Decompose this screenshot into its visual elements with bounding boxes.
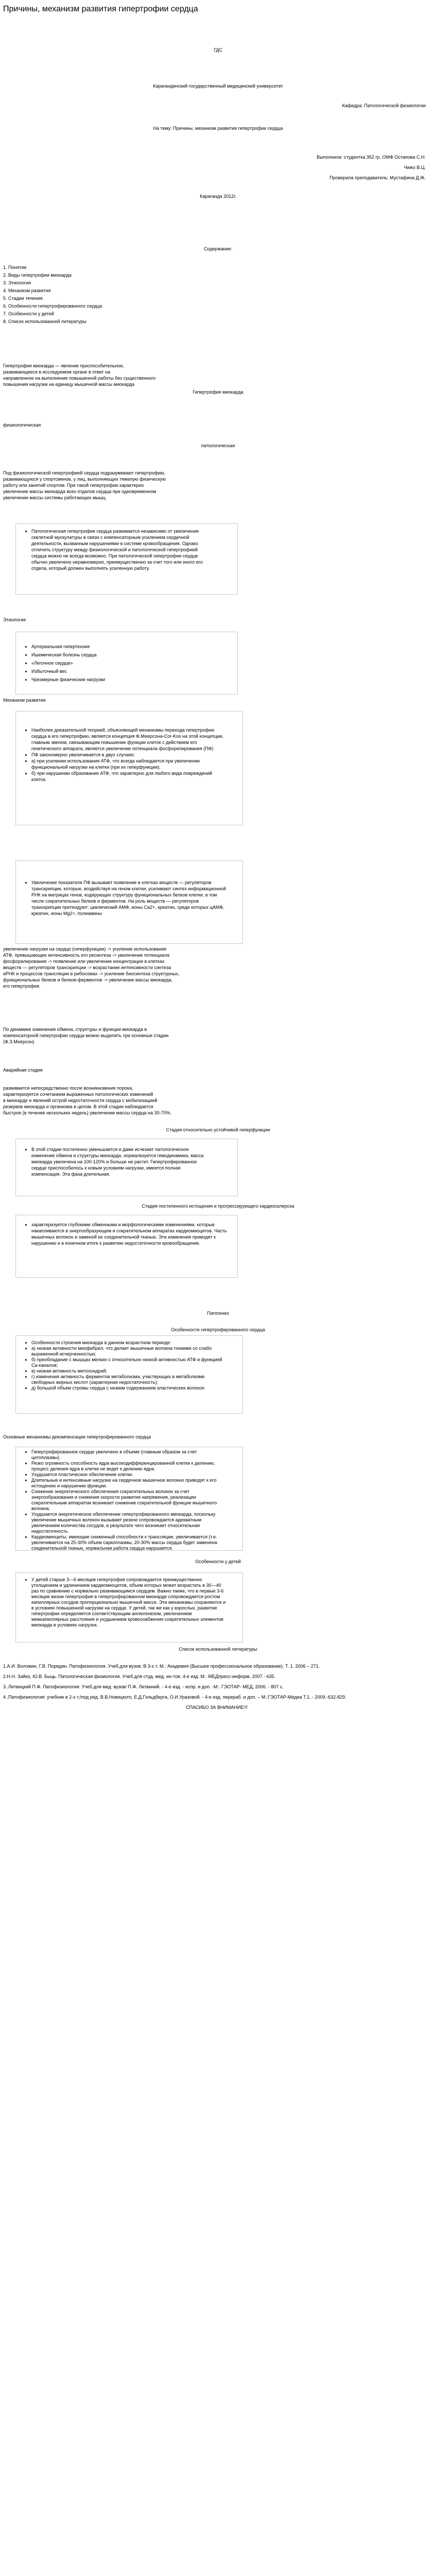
children-heading: Особенности у детей — [195, 1559, 241, 1564]
list-item: • д) большой объем стромы сердца с низким содержанием эластических волокон — [31, 1385, 227, 1391]
list-item: • У детей старше 3—6 месяцев гипертрофия сопровождается преимущественно утолщением и удлинением кардиомиоцитов, объем которых может возрастать в 30—40 раз по сравнению с нормально развивающимся сердцем. Важно также, что в первые 3-6 месяцев жизни гипертрофия в гипертрофированном миокарде сопровождается ростом капиллярных сосудов пропорционально мышечной массе. Эти механизмы сохраняются и в условиях повышенной нагрузки на сердце. У детей, так же как у взрослых, развитие гипертрофии определяется соответствующим ангиогенезом, увеличением межкапиллярных расстояния и ухудшением кровоснабжения сократительных элементов миокарда в условиях нагрузок. — [31, 1577, 227, 1628]
list-item: • а) при усилении использования АТФ, что всегда наблюдается при увеличении функциональной нагрузки на клетки (при их гиперфункции); — [31, 758, 227, 770]
document-title: Причины, механизм развития гипертрофии сердца — [3, 5, 198, 13]
etiology-box — [15, 632, 238, 694]
cover-performed-2: Чижо В.Ц. — [404, 165, 426, 170]
etiology-heading: Этиология — [3, 617, 26, 622]
list-item: • Гипертрофированное сердце увеличено в объеме (главным образом за счет цитоплазмы). — [31, 1449, 227, 1461]
cover-university: Карагандинский государственный медицинский университет — [153, 83, 283, 89]
text-line: быстрое (в течение нескольких недель) увеличение массы сердца на 30-70%. — [3, 1110, 172, 1115]
intro-sub: Гипертрофия миокарда — [193, 389, 243, 395]
patho-box — [15, 523, 238, 595]
type-physio: физиологическая — [3, 422, 41, 428]
cover-topic: На тему: Причины, механизм развития гипертрофии сердца — [153, 126, 283, 131]
list-item: • В этой стадии постепенно уменьшается и даже исчезает патологическое изменение обмена и структуры миокарда, нормализуется гемодинамика, масса миокарда увеличена на 100-120% и больше не растет. Гипертрофированное сердце приспособилось к новым условиям нагрузки, имеется полная компенсация. Эта фаза длительная. — [31, 1146, 206, 1177]
intro-line: развивающееся в исследуемом органе в ответ на — [3, 369, 111, 375]
cover-city-year: Караганда 2012г. — [200, 194, 236, 199]
intro-line: повышения нагрузки на единицу мышечной массы миокарда — [3, 382, 135, 387]
cover-checked: Проверила преподаватель: Мустафина Д.Ж. — [329, 175, 426, 180]
text-line: резервов миокарда и организма в целом. В этой стадии наблюдается — [3, 1104, 153, 1109]
text-line: (Ф.З.Меерсон) — [3, 1039, 34, 1044]
list-item: • Увеличение показателя ПФ вызывает появление в клетках веществ — регуляторов транскрипции, которые, воздействуя на геном клетки, усиливают синтез информационной РНК на матрицах генов, кодирующих структуру функциональных белков клетки, в том числе сократительных белков и ферментов. На роль веществ — регуляторов транскрипции претендуют: циклический АМФ, ионы Ca2+, креатин, среди которых цАМФ, креатин, ионы Mg2+, полиамины — [31, 879, 227, 917]
list-item: • б) при нарушении образования АТФ, что характерно для любого вида повреждений клеток. — [31, 770, 227, 783]
list-item: • ПФ закономерно увеличивается в двух случаях: — [31, 752, 227, 758]
intro-definition — [3, 363, 430, 387]
toc-heading: Содержание: — [203, 246, 233, 251]
text-line: развивающуюся у спортсменов, у лиц, выполняющих тяжелую физическую — [3, 477, 166, 482]
text-line: фосфорилирования -> появление или увеличение концентрации в клетках — [3, 959, 165, 964]
toc-item: 7. Особенности у детей — [3, 311, 54, 316]
list-item: • а) низкая активности миофибрил, что делает мышечные волокна тонкими со слабо выраженной исчерченностью; — [31, 1346, 227, 1357]
list-item: • Артериальная гипертензия — [31, 642, 237, 651]
features-box — [15, 1335, 243, 1414]
text-line: веществ — регуляторов транскрипции -> возрастание интенсивности синтеза — [3, 965, 171, 970]
list-item: • Ухудшается энергетическое обеспечение гипертрофированного миокарда, поскольку увеличение мышечных волокон вызывает резкое сопровождается адекватным увеличением количества сосудов, в результате чего возникает относительная недостаточность. — [31, 1512, 227, 1534]
list-item: • «Легочное сердце» — [31, 659, 237, 667]
list-item: • Избыточный вес — [31, 667, 237, 675]
mechanism-text-2 — [3, 1026, 168, 1045]
intro-line: Гипертрофия миокарда — явление приспособительное, — [3, 363, 124, 368]
physio-text — [3, 470, 166, 501]
list-item: • Особенности строения миокарда в данном возрастном периоде: — [31, 1340, 227, 1346]
text-line: увеличение нагрузки на сердце (гиперфункции) -> усиление использования — [3, 946, 166, 952]
text-line: Под физиологической гипертрофией сердца подразумевают гипертрофию, — [3, 470, 166, 476]
stage3-box — [15, 1215, 238, 1278]
toc-item: 6. Особенности гипертрофированного сердца — [3, 303, 102, 309]
text-line: функциональных белков и белков-ферментов -> увеличение массы миокарда, — [3, 977, 173, 982]
literature-item: 2.Н.Н. Зайко, Ю.В. Быць. Патологическая физиология. Учеб.для студ. мед. ин-тов. 4-е изд. М.: МЕДпресс-информ, 2007 - 635. — [3, 1674, 276, 1679]
features-heading-2: Особенности гипертрофированного сердца — [171, 1327, 265, 1332]
stage1-heading: Аварийная стадия — [3, 1067, 43, 1073]
text-line: его гипертрофия. — [3, 984, 41, 989]
list-item: • Длительные и интенсивные нагрузки на сердечное мышечное волокно приводят к его истощению и нарушению функции. — [31, 1478, 227, 1489]
list-item: • Чрезмерные физические нагрузки — [31, 675, 237, 684]
list-item: • Снижение энергетического обеспечения сократительных волокон за счет энергообразования и снижения скорости развития напряжения, реализации сократительным аппаратом возникает снижение сократительной функции мышечного волокна. — [31, 1489, 227, 1512]
text-line: увеличении массы системы работающих мышц — [3, 495, 106, 500]
text-line: увеличение массы миокарда всех отделов сердца при одновременном — [3, 489, 156, 494]
list-item: • Кардиомиоциты, имеющие сниженный способности к трансляции, увеличивается (т.е. увеличивается на 25-30% объем саркоплазмы, 20-30% массы сердца будет заменена соединительной тканью, нормальная работа сердца нарушается. — [31, 1534, 227, 1551]
decomp-box — [15, 1447, 243, 1551]
stage2-box — [15, 1139, 238, 1196]
list-item: • Ишемическая болезнь сердца — [31, 651, 237, 659]
closing-text: СПАСИБО ЗА ВНИМАНИЕ!!! — [186, 1705, 248, 1710]
list-item: • г) изменения активность ферментов метаболизма, участвующих в метаболизме свободных жирных кислот (характерная недостаточность); — [31, 1374, 227, 1385]
toc-item: 2. Виды гипертрофии миокарда — [3, 273, 72, 278]
stage1-text — [3, 1085, 171, 1116]
text-line: иРНК и процессов трансляции в рибосомах -> усиление биосинтеза структурных, — [3, 971, 180, 976]
list-item: • характеризуется глубокими обменными и морфологическими изменениями, которые накапливаются в энергообразующем и сократительном аппаратах кардиомиоцитов. Часть мышечных волокон и заменой их соединительной тканью. Эти изменения приводят к нарушению и в конечном итоге к развитию недостаточности кровообращения. — [31, 1222, 227, 1246]
mechanism-heading: Механизм развития — [3, 698, 46, 703]
text-line: АТФ, превышающее интенсивность его ресинтеза -> увеличение потенциала — [3, 953, 170, 958]
literature-list — [3, 1663, 430, 1710]
toc-item: 3. Этиология — [3, 280, 31, 285]
cover-performed: Выполнила: студентка 352 гр. ОМФ Остапова С.Н. — [317, 155, 426, 160]
list-item: • Ухудшается пластическое обеспечение клетки. — [31, 1472, 227, 1478]
mechanism-box-2 — [15, 860, 243, 944]
stage3-heading: Стадия постепенного истощения и прогрессирующего кардиосклероза — [142, 1204, 294, 1209]
text-line: компенсаторной гипертрофии сердца можно выделить три основные стадии — [3, 1033, 169, 1038]
mechanism-text-1 — [3, 946, 180, 989]
literature-item: 3..Литвицкий П.Ф. Патофизиология: Учеб.для мед. вузов/ П.Ф. Литвиний. - 4-е изд. - испр. и доп. -М.: ГЭОТАР- МЕД, 2006. - 807 с. — [3, 1684, 284, 1689]
intro-line: направленное на выполнение повышенной работы без существенного — [3, 376, 156, 381]
toc — [3, 264, 102, 326]
list-item: • Наиболее доказательной теорией, объясняющей механизмы перехода гипертрофии сердца в его гипертрофию, является концепция Ф.Меерсона-Cоr-Kos на этой концепции, главным звеном, связывающим повышение функции клеток с действием его генетического аппарата, является увеличение потенциала фосфорилирования (ПФ) — [31, 727, 227, 752]
mechanism-box-1 — [15, 711, 243, 825]
literature-heading: Список использованной литературы — [179, 1647, 257, 1652]
children-box — [15, 1572, 243, 1642]
cover-department: Кафедра: Патологической физиологии — [342, 103, 426, 108]
toc-item: 5. Стадии течения — [3, 296, 43, 301]
literature-item: 1.А.И. Воложин, Г.В. Порядин. Патофизиология. Учеб.для вузов: В 3-х т. М.: Академия (Высшее профессиональное образование). Т. 1. 2006 – 271. — [3, 1664, 320, 1669]
list-item: • б) преобладание с мышцах мелких с относительно низкой активностью АТФ и функцией Ca-каналов; — [31, 1357, 227, 1368]
stage2-heading: Стадия относительно устойчивой гиперфункции — [166, 1127, 270, 1132]
type-patho: патологическая — [201, 443, 235, 448]
list-item: • Патологическая гипертрофия сердца развивается независимо от увеличения скелетной мускулатуры в связи с компенсаторным усилением сердечной деятельности, вызванным нарушениями в системе кровообращения. Однако отличить структуру между физиологической и патологической гипертрофией сердца можно не всегда возможно. При патологической гипертрофии сердце обычно увеличено неравномерно, преимущественно за счет того или иного его отдела, который должен выполнять усиленную работу. — [31, 528, 206, 571]
text-line: работу или занятий спортом. При такой гипертрофии характерно — [3, 483, 144, 488]
text-line: По динамике изменения обмена, структуры и функции миокарда в — [3, 1027, 147, 1032]
text-line: в миокарде и явлений острой недостаточности сердца с мобилизацией — [3, 1098, 158, 1103]
list-item: • Резко огромность способность ядра высокодифференцированной клетки к делению, процесс деления ядра в клетке не ведет к делению ядра. — [31, 1461, 227, 1472]
text-line: развивается непосредственно после возникновения порока, — [3, 1086, 133, 1091]
text-line: характеризуется сочетанием выраженных патологических изменений — [3, 1092, 153, 1097]
cover-city: ГДС — [214, 47, 222, 53]
toc-item: 1. Понятие — [3, 265, 27, 270]
literature-item: 4..Патофизиология: учебник в 2-х т./под ред. В.В.Новицкого, Е.Д.Гольдберга, О.И.Уразовой. - 4-е изд. перераб. и доп. – М.:ГЭОТАР-Медиа Т.1. - 2009.-632-829. — [3, 1694, 346, 1700]
decomp-heading: Основные механизмы декомпенсации гипертрофированного сердца — [3, 1434, 151, 1439]
toc-item: 8. Список использованной литературы — [3, 319, 87, 324]
list-item: • в) низкая активность митохондрий; — [31, 1368, 227, 1374]
features-heading: Патогенез — [207, 1311, 229, 1316]
toc-item: 4. Механизм развития — [3, 288, 51, 293]
